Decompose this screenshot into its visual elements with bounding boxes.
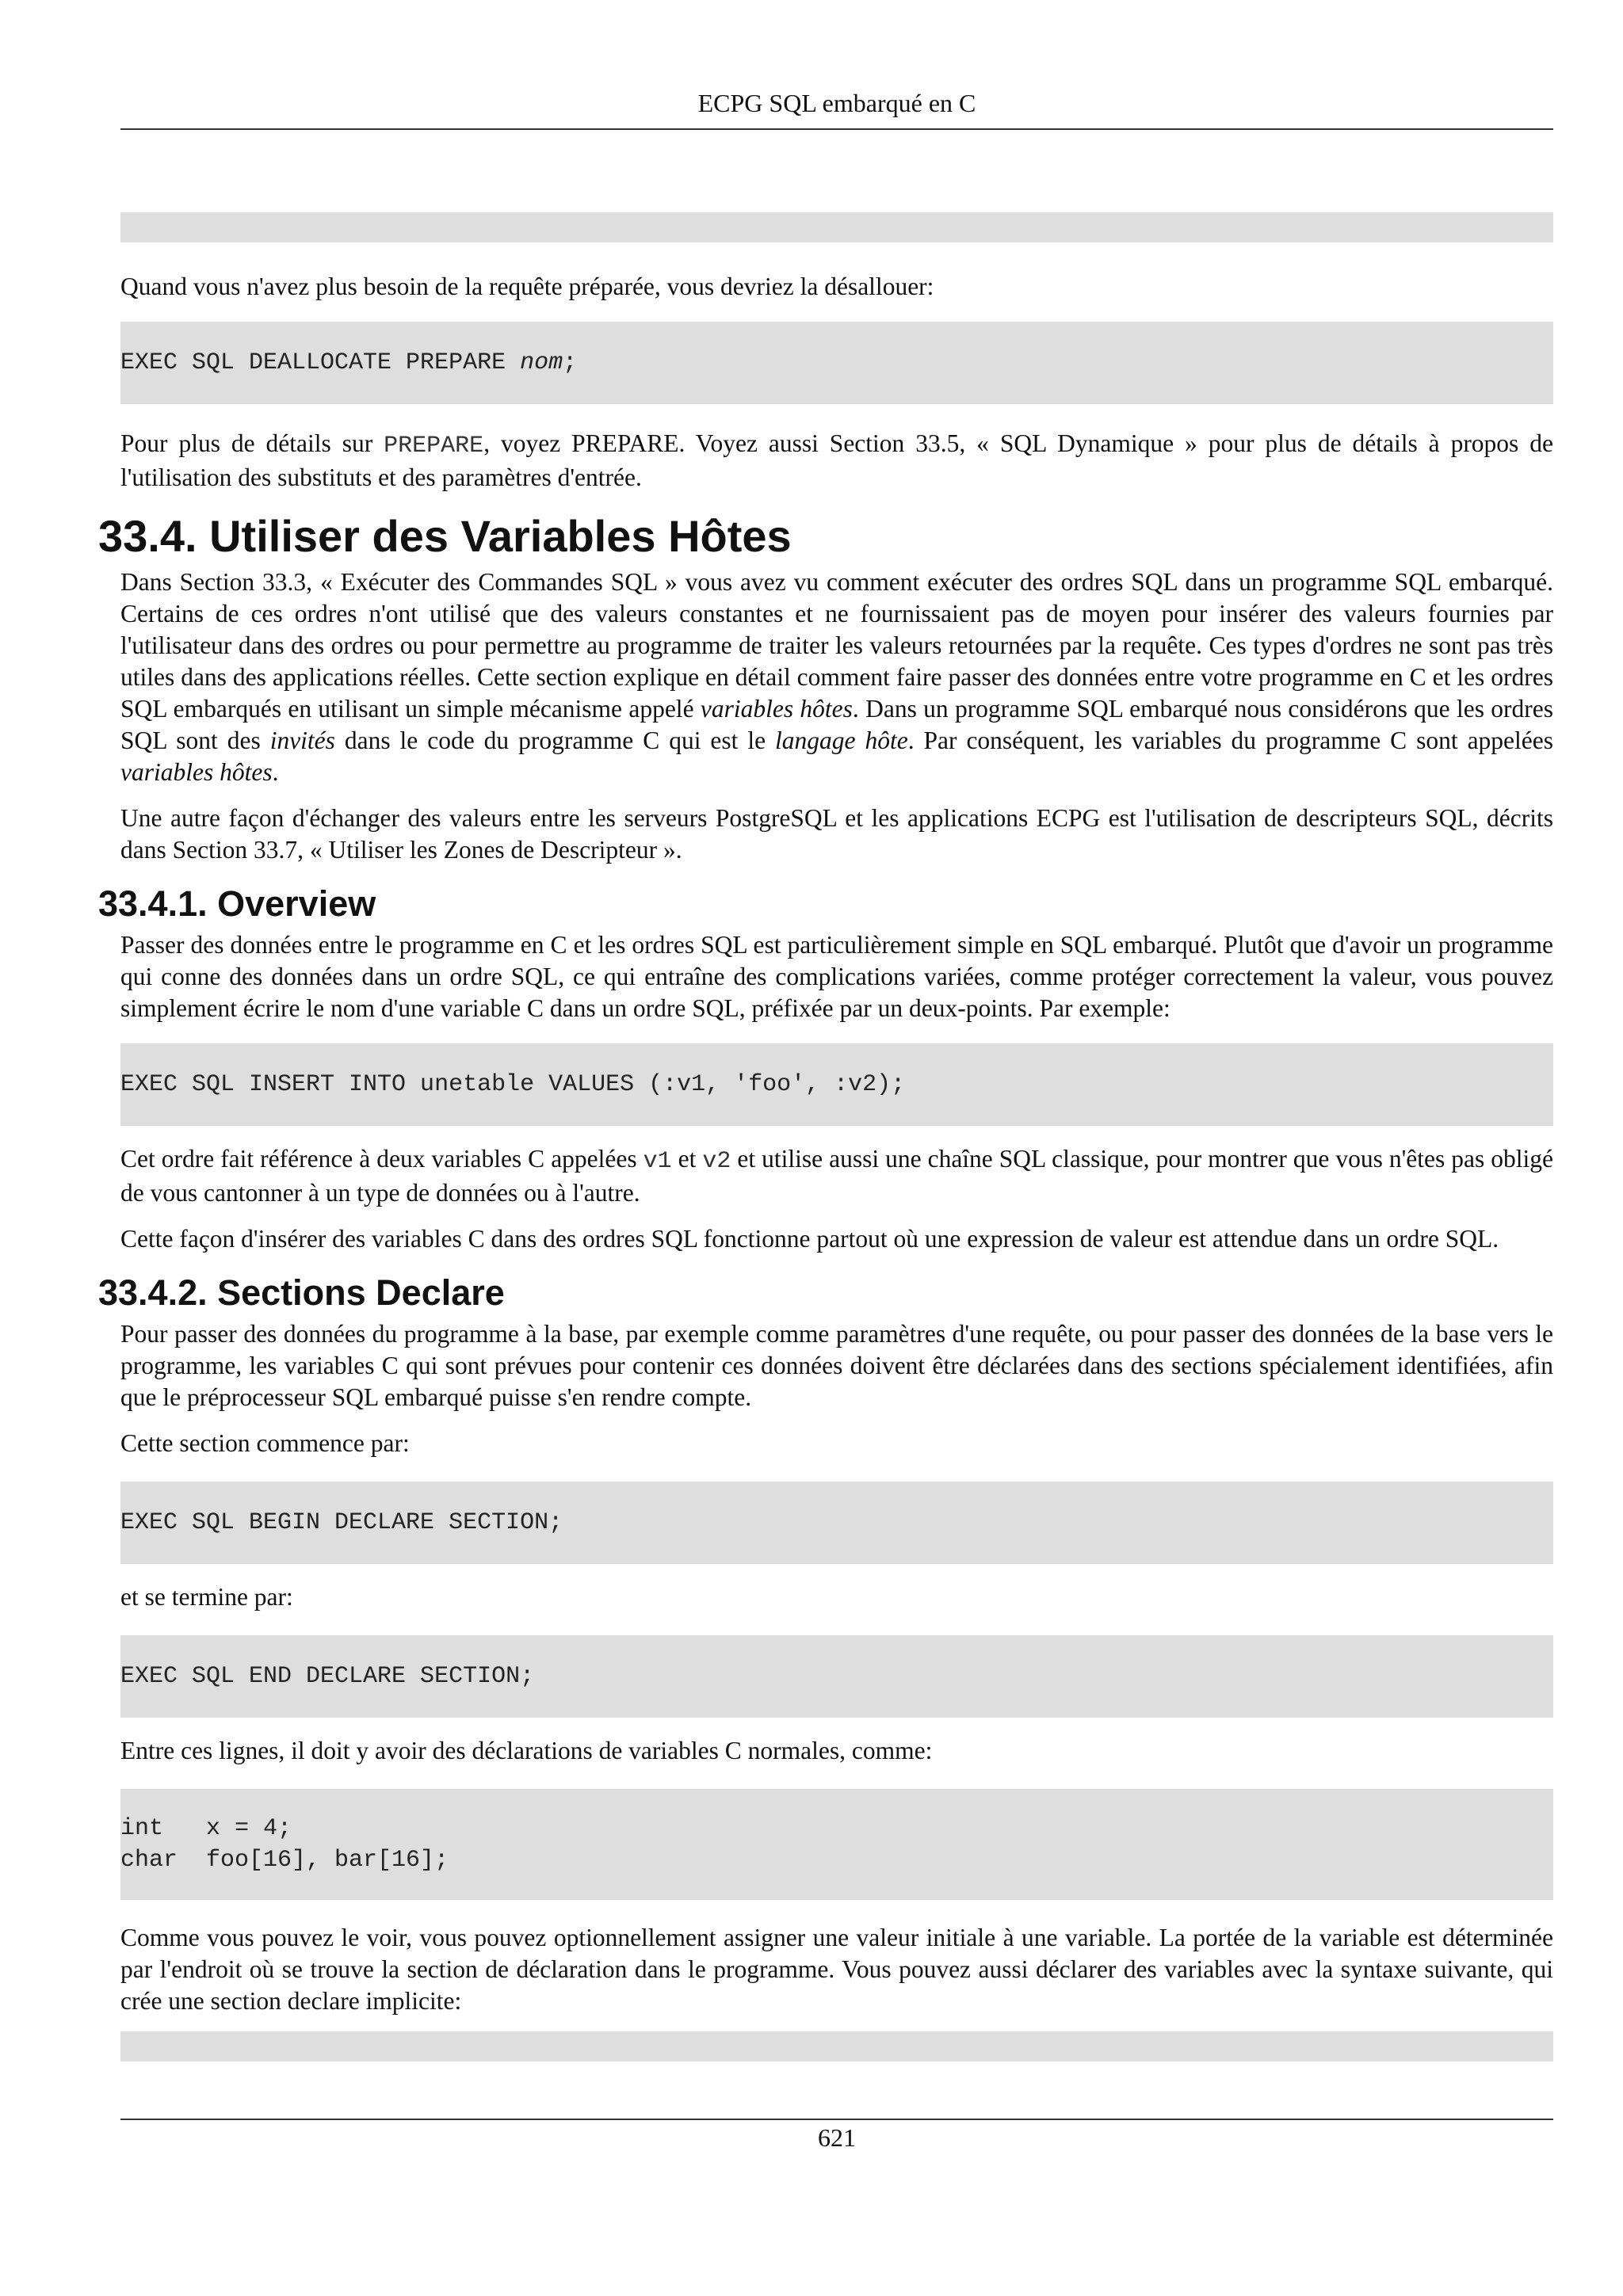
paragraph-declare-2: Cette section commence par: <box>120 1429 410 1457</box>
running-header: ECPG SQL embarqué en C <box>697 89 976 117</box>
text-run: dans le code du programme C qui est le <box>334 727 776 754</box>
paragraph-declare-1: Pour passer des données du programme à la base, par exemple comme paramètres d'une requête, ou pour passer des données de la base vers le programme, les variables C qui sont prévues pour contenir ces données doivent être déclarées dans des sections spécialement identifiées, afin que le préprocesseur SQL embarqué puisse s'en rendre compte. <box>120 1320 1553 1411</box>
text-run: . Dans un programme SQL embarqué nous considérons que les ordres SQL sont des <box>120 695 1553 754</box>
emphasis-term: langage hôte <box>775 727 908 754</box>
text-run: Dans Section 33.3, « Exécuter des Commandes SQL » vous avez vu comment exécuter des ordres SQL dans un programme SQL embarqué. Certains de ces ordres n'ont utilisé que des valeurs constantes et ne fournissaient pas de moyen pour insérer des valeurs fournies par l'utilisateur dans des ordres ou pour permettre au programme de traiter les valeurs retournées par la requête. Ces types d'ordres ne sont pas très utiles dans des applications réelles. Cette section explique en détail comment faire passer des données entre votre programme en C et les ordres SQL embarqués en utilisant un simple mécanisme appelé <box>120 568 1553 723</box>
paragraph-prepare-details <box>120 428 1553 494</box>
code-dealloc-text: EXEC SQL DEALLOCATE PREPARE <box>120 349 521 376</box>
page-content <box>98 212 1553 2061</box>
code-block-continued <box>120 212 1553 242</box>
paragraph-overview-2 <box>120 1143 1553 1209</box>
text-run: et utilise aussi une chaîne SQL classique, pour montrer que vous n'êtes pas obligé de vous cantonner à un type de données ou à l'autre. <box>120 1145 1553 1207</box>
paragraph-overview-1: Passer des données entre le programme en C et les ordres SQL est particulièrement simple en SQL embarqué. Plutôt que d'avoir un programme qui conne des données dans un ordre SQL, ce qui entraîne des complications variées, comme protéger correctement la valeur, vous pouvez simplement écrire le nom d'une variable C dans un ordre SQL, préfixée par un deux-points. Par exemple: <box>120 931 1553 1022</box>
inline-code-v1: v1 <box>643 1148 672 1175</box>
inline-code-v2: v2 <box>702 1148 731 1175</box>
code-block-declarations: int x = 4; char foo[16], bar[16]; <box>120 1789 1553 1900</box>
section-heading-33-4-2: 33.4.2. Sections Declare <box>98 1272 505 1313</box>
footer-rule <box>120 2119 1553 2120</box>
paragraph-33-4-descriptors: Une autre façon d'échanger des valeurs entre les serveurs PostgreSQL et les applications ECPG est l'utilisation de descripteurs SQL, décrits dans Section 33.7, « Utiliser les Zones de Descripteur ». <box>120 804 1553 864</box>
paragraph-declare-3: et se termine par: <box>120 1583 293 1611</box>
text-run: . Par conséquent, les variables du programme C sont appelées <box>907 727 1553 754</box>
paragraph-33-4-intro <box>120 566 1553 788</box>
inline-code-prepare: PREPARE <box>384 433 484 460</box>
text-run: . <box>272 758 279 786</box>
emphasis-term: invités <box>269 727 335 754</box>
section-heading-33-4: 33.4. Utiliser des Variables Hôtes <box>98 511 792 561</box>
emphasis-term: variables hôtes <box>700 695 853 723</box>
section-heading-33-4-1: 33.4.1. Overview <box>98 883 376 924</box>
paragraph-dealloc-intro: Quand vous n'avez plus besoin de la requête préparée, vous devriez la désallouer: <box>120 273 934 300</box>
code-block-insert: EXEC SQL INSERT INTO unetable VALUES (:v1, 'foo', :v2); <box>120 1043 1553 1126</box>
code-block-end-declare: EXEC SQL END DECLARE SECTION; <box>120 1635 1553 1718</box>
code-dealloc-param: nom <box>520 349 563 376</box>
text-run: Pour plus de détails sur <box>120 429 384 457</box>
header-rule <box>120 128 1553 130</box>
code-block-begin-declare: EXEC SQL BEGIN DECLARE SECTION; <box>120 1482 1553 1564</box>
text-run: , voyez PREPARE. Voyez aussi Section 33.5, « SQL Dynamique » pour plus de détails à propos de l'utilisation des substituts et des paramètres d'entrée. <box>120 429 1553 491</box>
page-number: 621 <box>818 2123 856 2152</box>
paragraph-overview-3: Cette façon d'insérer des variables C dans des ordres SQL fonctionne partout où une expression de valeur est attendue dans un ordre SQL. <box>120 1225 1499 1253</box>
paragraph-declare-4: Entre ces lignes, il doit y avoir des déclarations de variables C normales, comme: <box>120 1737 933 1764</box>
text-run: Cet ordre fait référence à deux variables C appelées <box>120 1145 643 1173</box>
paragraph-declare-5: Comme vous pouvez le voir, vous pouvez optionnellement assigner une valeur initiale à une variable. La portée de la variable est déterminée par l'endroit où se trouve la section de déclaration dans le programme. Vous pouvez aussi déclarer des variables avec la syntaxe suivante, qui crée une section declare implicite: <box>120 1924 1553 2015</box>
code-block-deallocate <box>120 322 1553 404</box>
code-block-truncated <box>120 2031 1553 2061</box>
text-run: et <box>671 1145 703 1173</box>
code-dealloc-suffix: ; <box>563 349 578 376</box>
emphasis-term: variables hôtes <box>120 758 273 786</box>
